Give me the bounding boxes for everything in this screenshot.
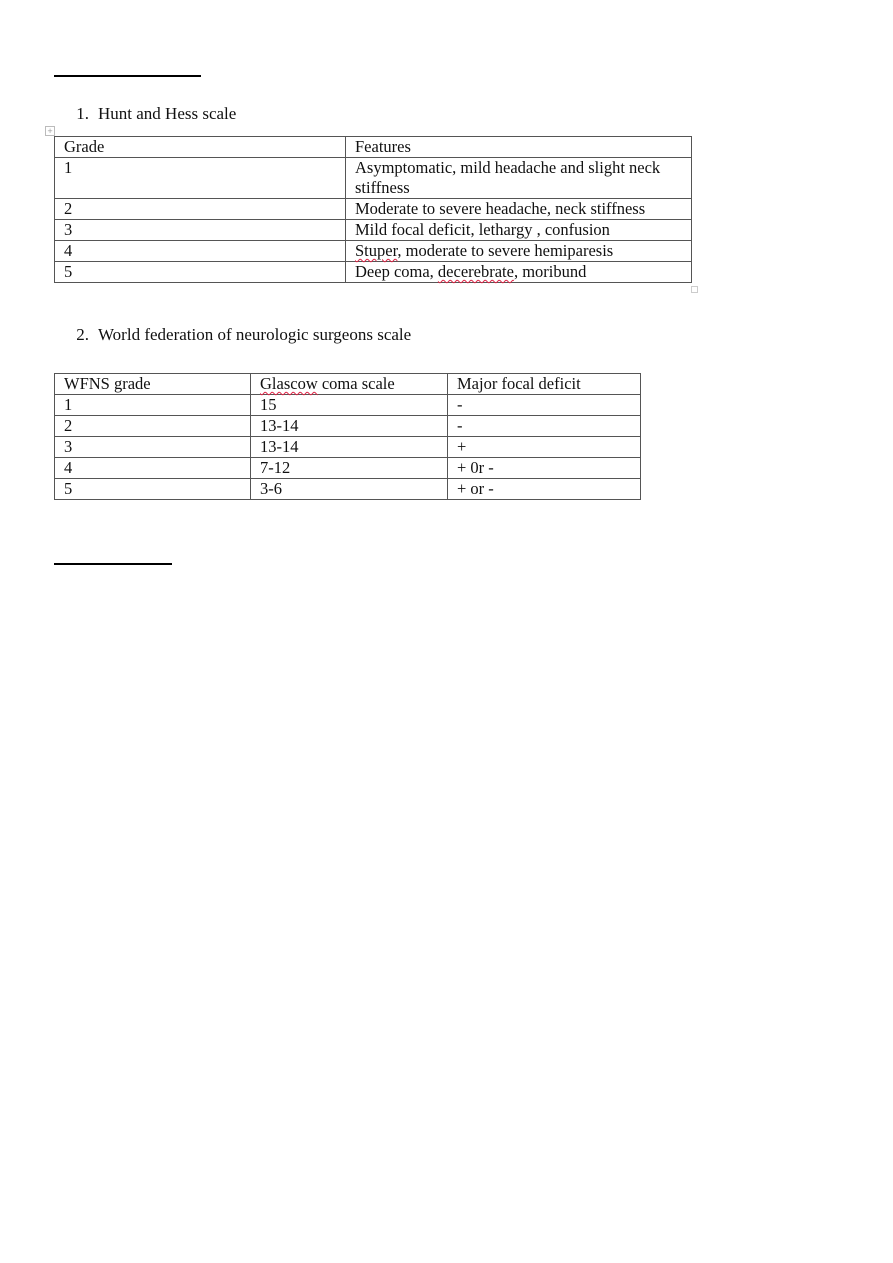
gcs-cell: 15 [251, 395, 448, 416]
table-row [55, 437, 641, 458]
grade-cell: 5 [55, 262, 346, 283]
bottom-underline-rule [54, 563, 172, 565]
section-2-number: 2. [76, 325, 89, 344]
features-cell: Stuper, moderate to severe hemiparesis [346, 241, 692, 262]
gcs-cell: 13-14 [251, 437, 448, 458]
table-header-row [55, 137, 692, 158]
wfns-grade-cell: 4 [55, 458, 251, 479]
spellcheck-mark: Glascow [260, 374, 318, 393]
grade-cell: 3 [55, 220, 346, 241]
section-2-title: World federation of neurologic surgeons scale [98, 325, 412, 344]
table-row [55, 158, 692, 199]
table-row [55, 220, 692, 241]
table-row [55, 262, 692, 283]
focal-deficit-cell: - [448, 416, 641, 437]
grade-cell: 1 [55, 158, 346, 199]
table-row [55, 241, 692, 262]
wfns-table [54, 373, 641, 500]
grade-cell: 2 [55, 199, 346, 220]
section-2-heading [61, 325, 411, 345]
wfns-grade-cell: 2 [55, 416, 251, 437]
table-move-handle-icon[interactable]: + [45, 126, 55, 136]
wfns-grade-cell: 1 [55, 395, 251, 416]
header-major-focal-deficit: Major focal deficit [448, 374, 641, 395]
spellcheck-mark: Stuper [355, 241, 398, 260]
features-cell: Asymptomatic, mild headache and slight neck stiffness [346, 158, 692, 199]
focal-deficit-cell: + 0r - [448, 458, 641, 479]
table-row [55, 199, 692, 220]
gcs-cell: 13-14 [251, 416, 448, 437]
table-row [55, 479, 641, 500]
section-1-heading [61, 104, 236, 124]
table-row [55, 416, 641, 437]
header-grade: Grade [55, 137, 346, 158]
hunt-hess-table [54, 136, 692, 283]
header-glascow-coma-scale: Glascow coma scale [251, 374, 448, 395]
header-features: Features [346, 137, 692, 158]
table-resize-handle[interactable] [691, 286, 698, 293]
features-cell: Moderate to severe headache, neck stiffness [346, 199, 692, 220]
wfns-grade-cell: 5 [55, 479, 251, 500]
focal-deficit-cell: + or - [448, 479, 641, 500]
table-row [55, 395, 641, 416]
gcs-cell: 3-6 [251, 479, 448, 500]
gcs-cell: 7-12 [251, 458, 448, 479]
table-header-row [55, 374, 641, 395]
table-row [55, 458, 641, 479]
header-wfns-grade: WFNS grade [55, 374, 251, 395]
focal-deficit-cell: + [448, 437, 641, 458]
features-cell: Deep coma, decerebrate, moribund [346, 262, 692, 283]
spellcheck-mark: decerebrate [437, 262, 514, 281]
top-underline-rule [54, 75, 201, 77]
focal-deficit-cell: - [448, 395, 641, 416]
features-cell: Mild focal deficit, lethargy , confusion [346, 220, 692, 241]
section-1-number: 1. [76, 104, 89, 123]
section-1-title: Hunt and Hess scale [98, 104, 237, 123]
grade-cell: 4 [55, 241, 346, 262]
wfns-grade-cell: 3 [55, 437, 251, 458]
